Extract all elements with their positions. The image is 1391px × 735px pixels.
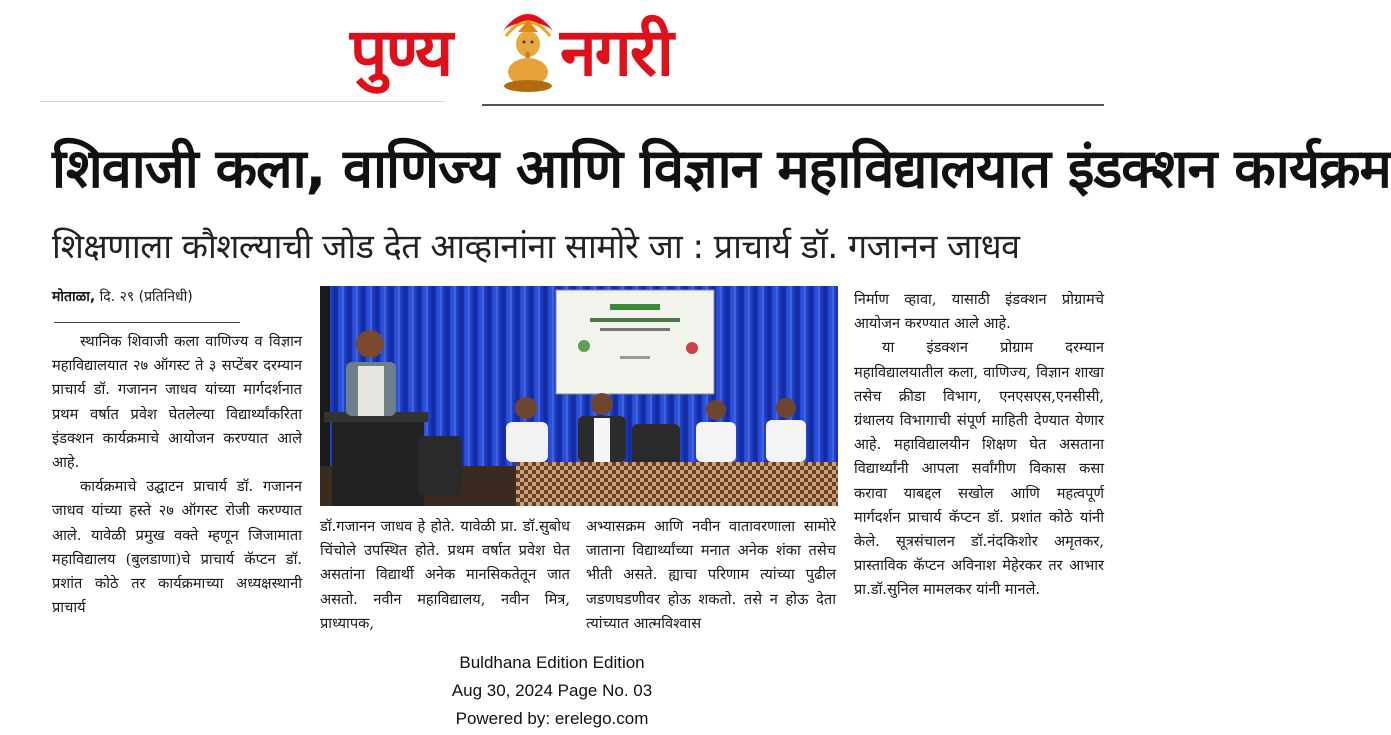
- dateline: [52, 286, 312, 308]
- paragraph: अभ्यासक्रम आणि नवीन वातावरणाला सामोरे जाताना विद्यार्थ्यांच्या मनात अनेक शंका तसेच भीती असते. ह्याचा परिणाम त्यांच्या पुढील जडणघडणीवर होऊ शकतो. तसे न होऊ देता त्यांच्यात आत्मविश्वास: [586, 518, 836, 632]
- footer: [0, 650, 1104, 735]
- paragraph: या इंडक्शन प्रोग्राम दरम्यान महाविद्यालयातील कला, वाणिज्य, विज्ञान शाखा तसेच क्रीडा विभाग, एनएसएस,एनसीसी, ग्रंथालय विभागाची संपूर्ण माहिती देण्यात येणार आहे. महाविद्यालयीन शिक्षण घेत असताना विद्यार्थ्यांनी आपला सर्वांगीण विकास कसा करावा याबद्दल सखोल आणि महत्वपूर्ण मार्गदर्शन प्राचार्य कॅप्टन डॉ. प्रशांत कोठे यांनी केले. सूत्रसंचालन डॉ.नंदकिशोर अमृतकर, प्रास्ताविक कॅप्टन अविनाश मेहेरकर तर आभार प्रा.डॉ.सुनिल मामलकर यांनी मानले.: [854, 339, 1104, 599]
- dateline-rest: दि. २९ (प्रतिनिधी): [95, 289, 193, 305]
- article-subheadline: शिक्षणाला कौशल्याची जोड देत आव्हानांना सामोरे जा : प्राचार्य डॉ. गजानन जाधव: [52, 227, 1020, 267]
- masthead: [0, 0, 1104, 108]
- date-page-label: Aug 30, 2024 Page No. 03: [451, 681, 653, 700]
- paragraph: निर्माण व्हावा, यासाठी इंडक्शन प्रोग्रामचे आयोजन करण्यात आले आहे.: [854, 291, 1104, 333]
- column-divider: [54, 322, 240, 323]
- article-column-3: [586, 515, 836, 631]
- paragraph: कार्यक्रमाचे उद्घाटन प्राचार्य डॉ. गजानन जाधव यांच्या हस्ते २७ ऑगस्ट रोजी करण्यात आले. यावेळी प्रमुख वक्ते म्हणून जिजामाता महाविद्यालय (बुलडाणा)चे प्राचार्य कॅप्टन डॉ. प्रशांत कोठे तर कार्यक्रमाच्या अध्यक्षस्थानी प्राचार्य: [52, 478, 302, 617]
- ganesha-logo-icon: [496, 2, 560, 94]
- paragraph: स्थानिक शिवाजी कला वाणिज्य व विज्ञान महाविद्यालयात २७ ऑगस्ट ते ३ सप्टेंबर दरम्यान प्राचार्य डॉ. गजानन जाधव यांच्या मार्गदर्शनात प्रथम वर्षात प्रवेश घेतलेल्या विद्यार्थ्यांकरिता इंडक्शन कार्यक्रमाचे आयोजन करण्यात आले आहे.: [52, 333, 302, 472]
- paragraph: डॉ.गजानन जाधव हे होते. यावेळी प्रा. डॉ.सुबोध चिंचोले उपस्थित होते. प्रथम वर्षात प्रवेश घेत असतांना विद्यार्थी अनेक मानसिकतेतून जात असतो. नवीन महाविद्यालय, नवीन मित्र, प्राध्यापक,: [320, 518, 570, 632]
- powered-by-label: Powered by: erelego.com: [455, 709, 649, 728]
- article-column-4: [854, 288, 1104, 633]
- masthead-rule: [40, 101, 445, 102]
- masthead-name-left: पुण्य: [350, 14, 452, 91]
- masthead-rule: [482, 104, 1104, 106]
- masthead-name-right: नगरी: [560, 14, 672, 91]
- dateline-place: मोताळा,: [52, 289, 96, 305]
- article-headline: शिवाजी कला, वाणिज्य आणि विज्ञान महाविद्यालयात इंडक्शन कार्यक्रम: [52, 137, 1391, 200]
- edition-label: Buldhana Edition Edition: [459, 653, 645, 672]
- event-photo: [320, 286, 838, 506]
- article-column-2: [320, 515, 570, 631]
- article-column-1: [52, 330, 302, 630]
